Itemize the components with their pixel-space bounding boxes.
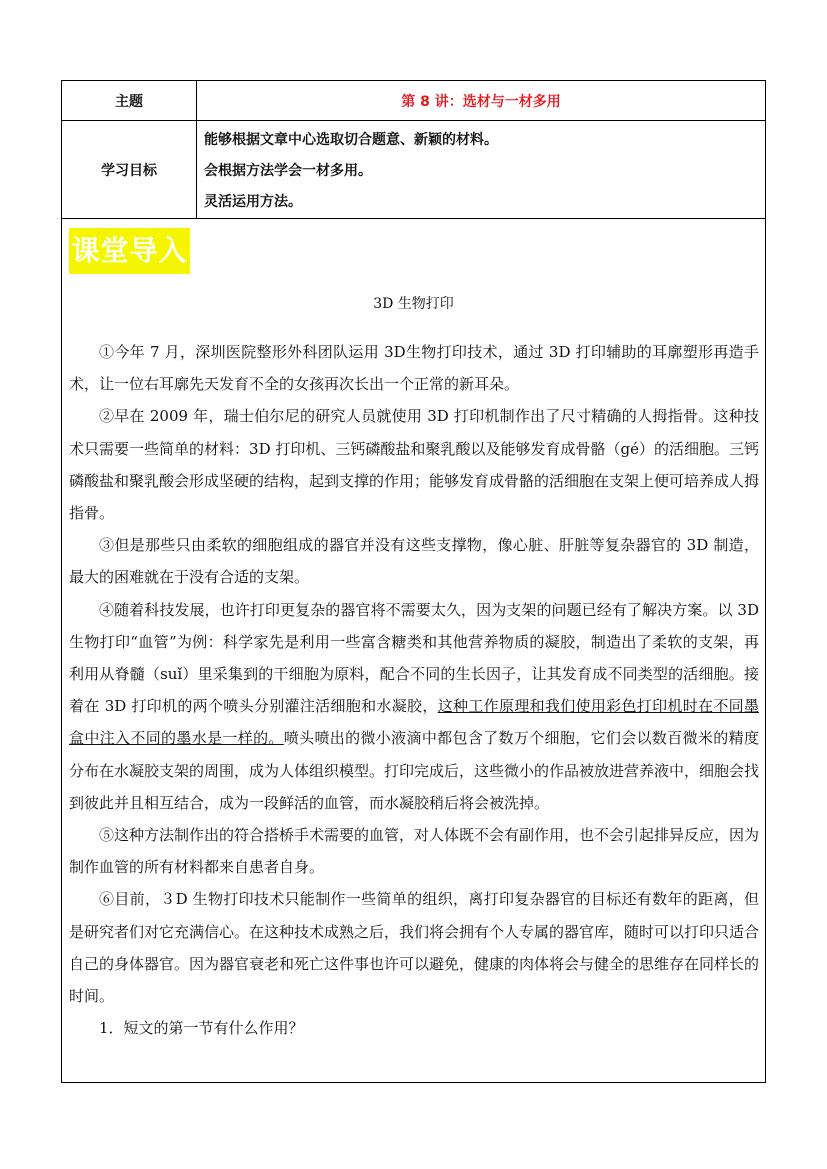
section-banner: 课堂导入 [69, 228, 190, 274]
paragraph-1: ①今年 7 月，深圳医院整形外科团队运用 3D生物打印技术，通过 3D 打印辅助的耳廓塑形再造手术，让一位右耳廓先天发育不全的女孩再次长出一个正常的新耳朵。 [69, 343, 759, 394]
paragraph-6: ⑥目前，３D 生物打印技术只能制作一些简单的组织，离打印复杂器官的目标还有数年的距离，但是研究者们对它充满信心。在这种技术成熟之后，我们将会拥有个人专属的器官库，随时可以打印只适合自己的身体器官。因为器官衰老和死亡这件事也许可以避免，健康的肉体将会与健全的思维存在同样长的时间。 [69, 890, 760, 1006]
lesson-title: 第 8 讲：选材与一材多用 [401, 93, 561, 110]
underlined-sentence: 这种工作原理和我们使用彩色打印机时在不同墨盒中注入不同的墨水是一样的。 [69, 697, 759, 748]
article-body [69, 336, 759, 1044]
topic-row [62, 81, 765, 121]
paragraph-5: ⑤这种方法制作出的符合搭桥手术需要的血管，对人体既不会有副作用，也不会引起排异反应，因为制作血管的所有材料都来自患者自身。 [69, 826, 760, 877]
question-1: 1．短文的第一节有什么作用？ [99, 1019, 304, 1038]
paragraph-4 [69, 594, 759, 819]
goals-list [197, 121, 765, 218]
goal-item: 灵活运用方法。 [204, 194, 302, 210]
content-area [62, 219, 765, 1082]
goal-item: 能够根据文章中心选取切合题意、新颖的材料。 [204, 132, 498, 148]
lesson-table [61, 80, 766, 1083]
paragraph-3: ③但是那些只由柔软的细胞组成的器官并没有这些支撑物，像心脏、肝脏等复杂器官的 3D 制造，最大的困难就在于没有合适的支架。 [69, 536, 759, 587]
goals-label: 学习目标 [62, 121, 197, 218]
topic-label: 主题 [62, 81, 197, 120]
goal-item: 会根据方法学会一材多用。 [204, 163, 372, 179]
goals-row [62, 121, 765, 219]
paragraph-4-part-2: 喷头喷出的微小液滴中都包含了数万个细胞，它们会以数百微米的精度分布在水凝胶支架的周围，成为人体组织模型。打印完成后，这些微小的作品被放进营养液中，细胞会找到彼此并且相互结合，成为一段鲜活的血管，而水凝胶稍后将会被洗掉。 [69, 729, 760, 812]
paragraph-4-part-1: ④随着科技发展，也许打印更复杂的器官将不需要太久，因为支架的问题已经有了解决方案。以 3D 生物打印“血管”为例：科学家先是利用一些富含糖类和其他营养物质的凝胶，制造出了柔软的支架，再利用从脊髓（suǐ）里采集到的干细胞为原料，配合不同的生长因子，让其发育成不同类型的活细胞。接着在 3D 打印机的两个喷头分别灌注活细胞和水凝胶， [69, 600, 759, 716]
article-title: 3D 生物打印 [373, 296, 454, 312]
paragraph-2: ②早在 2009 年，瑞士伯尔尼的研究人员就使用 3D 打印机制作出了尺寸精确的人拇指骨。这种技术只需要一些简单的材料：3D 打印机、三钙磷酸盐和聚乳酸以及能够发育成骨骼（gé）的活细胞。三钙磷酸盐和聚乳酸会形成坚硬的结构，起到支撑的作用；能够发育成骨骼的活细胞在支架上便可培养成人拇指骨。 [69, 407, 760, 523]
